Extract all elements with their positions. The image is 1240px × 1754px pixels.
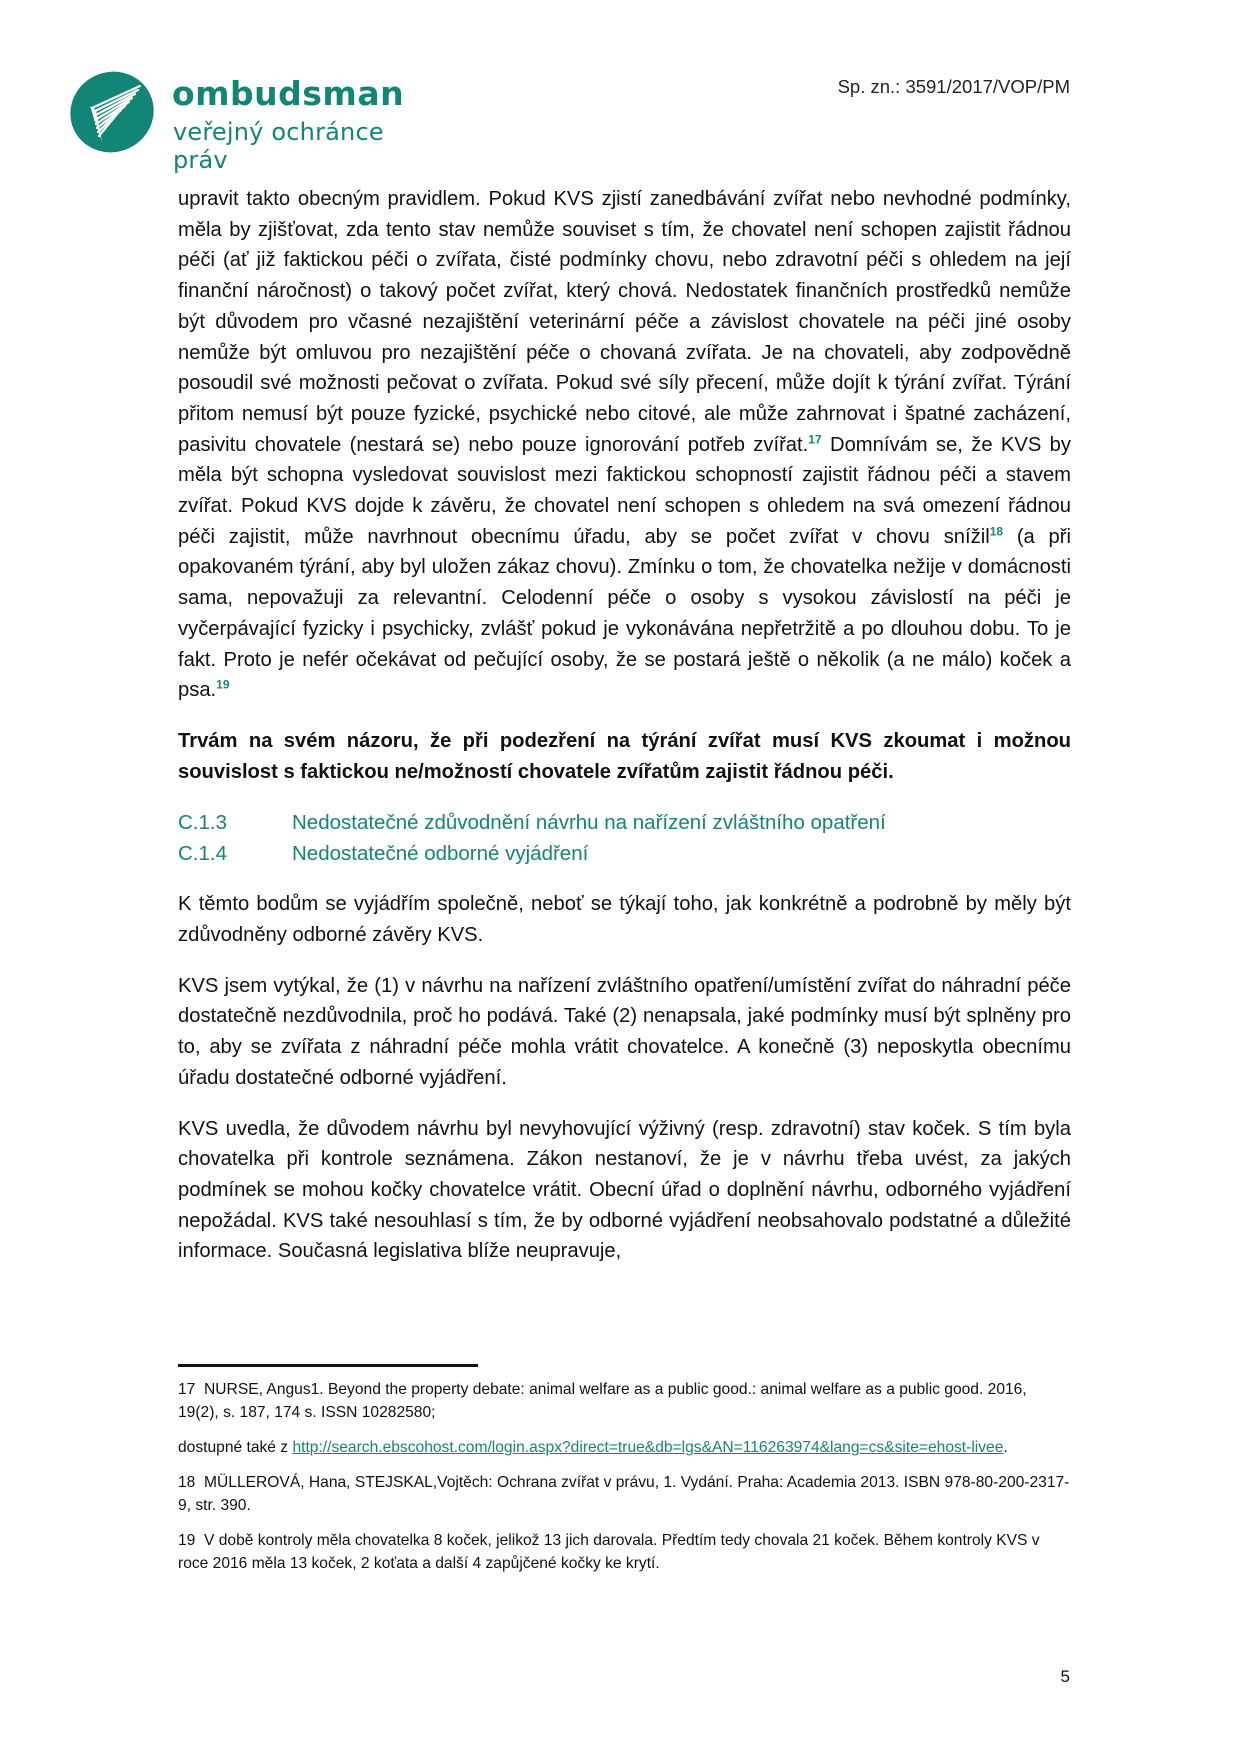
paragraph-2: K těmto bodům se vyjádřím společně, neboť se týkají toho, jak konkrétně a podrobně by měly být zdůvodněny odborné závěry KVS. [178,893,1071,947]
conclusion-paragraph: Trvám na svém názoru, že při podezření na týrání zvířat musí KVS zkoumat i možnou souvislost s faktickou ne/možností chovatele zvířatům zajistit řádnou péči. [178,729,1071,783]
section-number: C.1.4 [178,842,227,866]
section-headings [178,807,1071,869]
ombudsman-emblem-icon [68,70,156,154]
footnote-number: 18 [178,1474,196,1491]
footnote-text: NURSE, Angus1. Beyond the property debate: animal welfare as a public good.: animal welfare as a public good. 2016, 19(2), s. 187, 174 s. ISSN 10282580; [178,1381,1027,1421]
page-number: 5 [1060,1667,1070,1686]
logo-name: ombudsman [172,74,405,113]
ombudsman-logo [68,68,428,174]
paragraph-4: KVS uvedla, že důvodem návrhu byl nevyhovující výživný (resp. zdravotní) stav koček. S tím byla chovatelka při kontrole seznámena. Zákon nestanoví, že je v návrhu třeba uvést, za jakých podmínek se mohou kočky chovatelce vrátit. Obecní úřad o doplnění návrhu, odborného vyjádření nepožádal. KVS také nesouhlasí s tím, že by odborné vyjádření neobsahovalo podstatné a důležité informace. Současná legislativa blíže neupravuje, [178,1117,1071,1263]
section-heading [178,807,1071,838]
footnote-ref-18[interactable]: 18 [989,524,1004,538]
section-title: Nedostatečné zdůvodnění návrhu na nařízení zvláštního opatření [292,811,886,835]
footnote-17 [178,1378,1071,1424]
footnote-text: V době kontroly měla chovatelka 8 koček, jelikož 13 jich darovala. Předtím tedy chovala 21 koček. Během kontroly KVS v roce 2016 měla 13 koček, 2 koťata a další 4 zapůjčené kočky ke krytí. [178,1532,1040,1572]
paragraph-3: KVS jsem vytýkal, že (1) v návrhu na nařízení zvláštního opatření/umístění zvířat do náhradní péče dostatečně nezdůvodnila, proč ho podává. Také (2) nenapsala, jaké podmínky musí být splněny pro to, aby se zvířata z náhradní péče mohla vrátit chovatelce. A konečně (3) neposkytla obecnímu úřadu dostatečné odborné vyjádření. [178,974,1071,1089]
ebscohost-link[interactable]: http://search.ebscohost.com/login.aspx?direct=true&db=lgs&AN=116263974&lang=cs&site=ehost-livee [292,1439,1004,1456]
paragraph-text: upravit takto obecným pravidlem. Pokud KVS zjistí zanedbávání zvířat nebo nevhodné podmínky, měla by zjišťovat, zda tento stav nemůže souviset s tím, že chovatel není schopen zajistit řádnou péči (ať již faktickou péči o zvířata, čisté podmínky chovu, nebo zdravotní péči s ohledem na její finanční náročnost) o takový počet zvířat, který chová. Nedostatek finančních prostředků nemůže být důvodem pro včasné nezajištění veterinární péče a závislost chovatele na péči jiné osoby nemůže být omluvou pro nezajištění péče o chovaná zvířata. Je na chovateli, aby zodpovědně posoudil své možnosti pečovat o zvířata. Pokud své síly přecení, může dojít k týrání zvířat. Týrání přitom nemusí být pouze fyzické, psychické nebo citové, ale může zahrnovat i špatné zacházení, pasivitu chovatele (nestará se) nebo pouze ignorování potřeb zvířat. [178,188,1071,456]
footnote-19 [178,1529,1071,1575]
footnote-text: MÜLLEROVÁ, Hana, STEJSKAL,Vojtěch: Ochrana zvířat v právu, 1. Vydání. Praha: Academia 2013. ISBN 978-80-200-2317-9, str. 390. [178,1474,1070,1514]
logo-subtitle: veřejný ochránce práv [173,118,384,174]
paragraph-text: Domnívám se, že KVS by měla být schopna vysledovat souvislost mezi faktickou schopností zajistit řádnou péči a stavem zvířat. Pokud KVS dojde k závěru, že chovatel není schopen s ohledem na svá omezení řádnou péči zajistit, může navrhnout obecnímu úřadu, aby se počet zvířat v chovu snížil [178,433,1071,548]
document-body [178,184,1071,1287]
footnote-ref-17[interactable]: 17 [808,431,822,446]
reference-number: Sp. zn.: 3591/2017/VOP/PM [837,76,1070,97]
section-number: C.1.3 [178,811,227,835]
footnote-17-link-line [178,1436,1071,1459]
link-suffix: . [1003,1439,1008,1456]
footnote-separator [178,1364,478,1367]
section-heading [178,838,1071,869]
paragraph-1 [178,184,1071,706]
link-prefix: dostupné také z [178,1439,293,1456]
footnote-18 [178,1471,1071,1517]
footnote-ref-19[interactable]: 19 [216,677,230,692]
footnote-number: 17 [178,1381,196,1398]
footnote-number: 19 [178,1532,196,1549]
section-title: Nedostatečné odborné vyjádření [292,842,589,866]
footnotes [178,1378,1071,1587]
paragraph-text: (a při opakovaném týrání, aby byl uložen zákaz chovu). Zmínku o tom, že chovatelka nežije v domácnosti sama, nepovažuji za relevantní. Celodenní péče o osoby s vysokou závislostí na péči je vyčerpávající fyzicky i psychicky, zvlášť pokud je vykonávána nepřetržitě a po dlouhou dobu. To je fakt. Proto je nefér očekávat od pečující osoby, že se postará ještě o několik (a ne málo) koček a psa. [178,525,1071,702]
